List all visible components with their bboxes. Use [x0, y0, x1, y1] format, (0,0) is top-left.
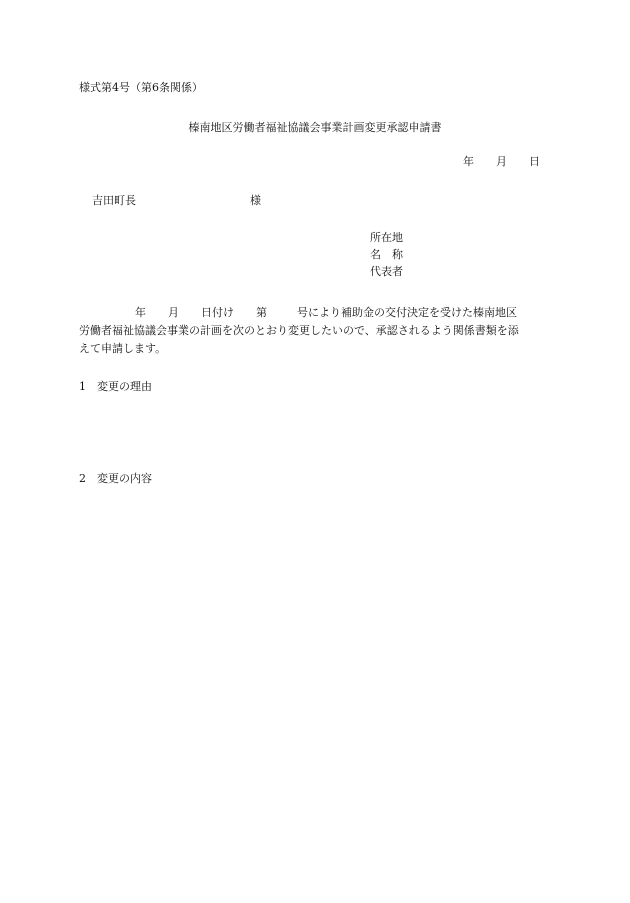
address-label: 所在地 — [370, 231, 403, 244]
request-body — [79, 304, 551, 358]
body-day-suffix: 日付け — [201, 306, 234, 319]
date-year-label: 年 — [463, 155, 474, 168]
representative-label: 代表者 — [370, 265, 403, 278]
name-label: 名 称 — [370, 248, 403, 261]
body-number-prefix: 第 — [256, 306, 267, 319]
form-number: 様式第4号（第6条関係） — [79, 81, 203, 94]
request-body-line-3: えて申請します。 — [79, 342, 167, 355]
body-line1-rest: 号により補助金の交付決定を受けた榛南地区 — [297, 306, 517, 319]
date-line — [463, 154, 540, 170]
addressee-name: 吉田町長 — [92, 194, 136, 207]
section-label: 変更の理由 — [97, 380, 152, 393]
section-change-reason — [79, 379, 152, 395]
section-label: 変更の内容 — [97, 472, 152, 485]
section-number: 1 — [79, 380, 86, 393]
request-body-line-1 — [79, 304, 551, 322]
section-change-content — [79, 471, 152, 487]
request-body-line-2: 労働者福祉協議会事業の計画を次のとおり変更したいので、承認されるよう関係書類を添 — [79, 324, 519, 337]
body-month: 月 — [168, 306, 179, 319]
addressee-honorific: 様 — [250, 194, 261, 207]
applicant-block — [370, 229, 403, 280]
document-title: 榛南地区労働者福祉協議会事業計画変更承認申請書 — [188, 121, 442, 134]
body-year: 年 — [135, 306, 146, 319]
date-day-label: 日 — [529, 155, 540, 168]
date-month-label: 月 — [496, 155, 507, 168]
section-number: 2 — [79, 472, 86, 485]
addressee — [92, 193, 261, 209]
